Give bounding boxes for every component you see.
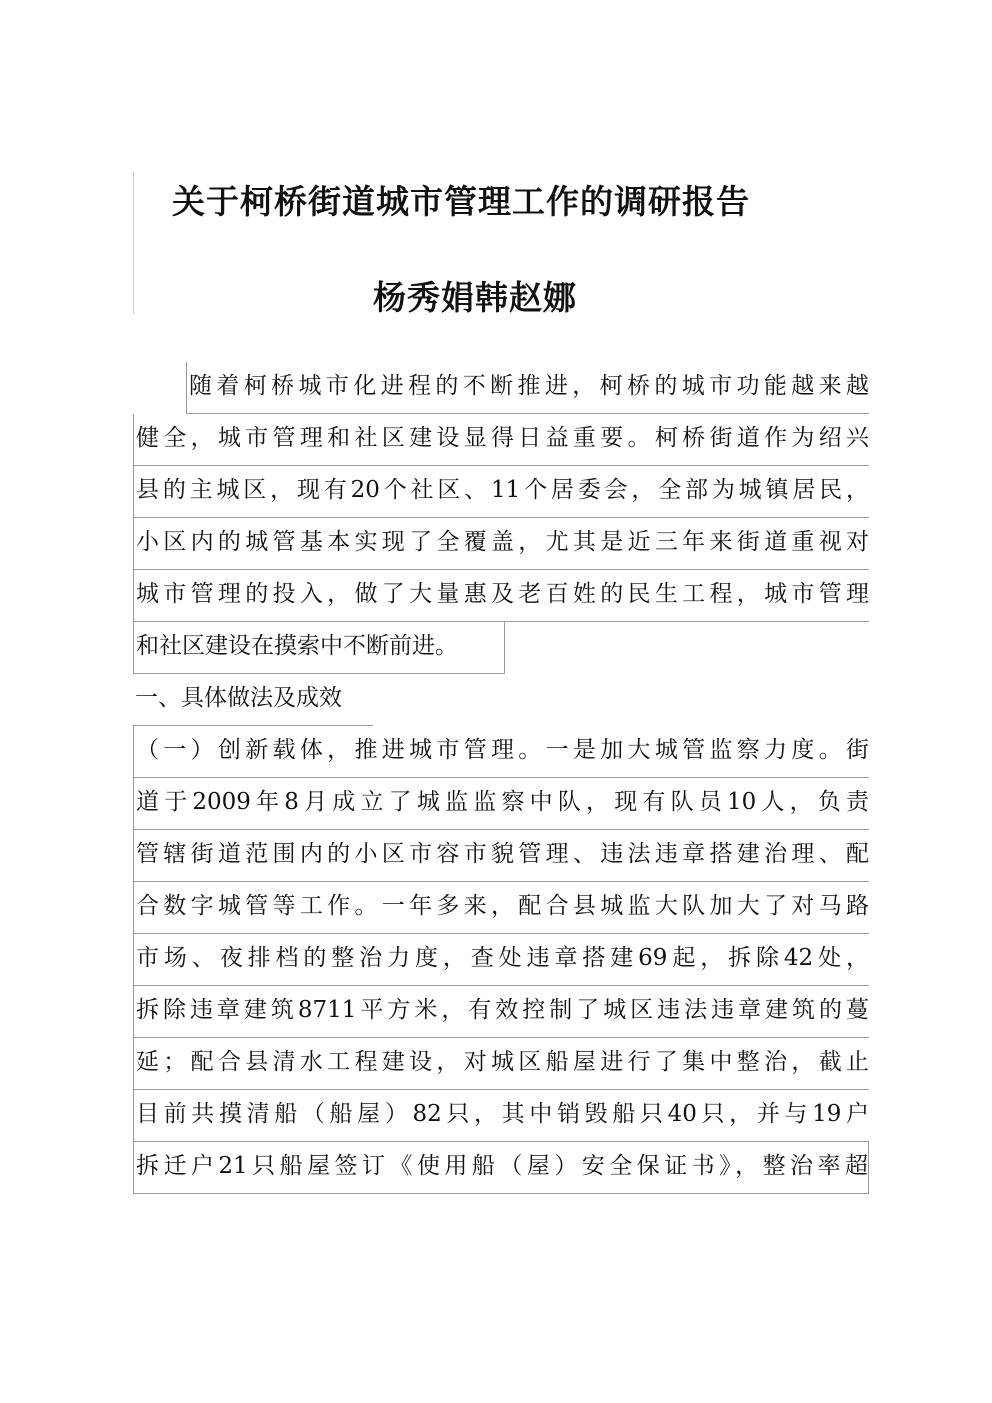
section-line: 市场、夜排档的整治力度，查处违章搭建69起，拆除42处， [133,934,869,986]
intro-line: 健全，城市管理和社区建设显得日益重要。柯桥街道作为绍兴 [133,414,869,466]
document-title: 关于柯桥街道城市管理工作的调研报告 [172,182,750,221]
section-line: 延；配合县清水工程建设，对城区船屋进行了集中整治，截止 [133,1038,869,1090]
intro-line: 随着柯桥城市化进程的不断推进，柯桥的城市功能越来越 [186,362,869,414]
section-line: 合数字城管等工作。一年多来，配合县城监大队加大了对马路 [133,882,869,934]
section-line: （一）创新载体，推进城市管理。一是加大城管监察力度。街 [133,726,869,778]
document-authors: 杨秀娟韩赵娜 [373,278,577,317]
section-heading: 一、具体做法及成效 [133,674,373,726]
section-line: 拆迁户21只船屋签订《使用船（屋）安全保证书》，整治率超 [133,1142,869,1194]
intro-line: 城市管理的投入，做了大量惠及老百姓的民生工程，城市管理 [133,570,869,622]
intro-line: 县的主城区，现有20个社区、11个居委会，全部为城镇居民， [133,466,869,518]
section-line: 目前共摸清船（船屋）82只，其中销毁船只40只，并与19户 [133,1090,869,1142]
intro-line: 和社区建设在摸索中不断前进。 [133,622,505,674]
header-divider [133,172,134,314]
section-line: 拆除违章建筑8711平方米，有效控制了城区违法违章建筑的蔓 [133,986,869,1038]
section-line: 道于2009年8月成立了城监监察中队，现有队员10人，负责 [133,778,869,830]
intro-line: 小区内的城管基本实现了全覆盖，尤其是近三年来街道重视对 [133,518,869,570]
section-line: 管辖街道范围内的小区市容市貌管理、违法违章搭建治理、配 [133,830,869,882]
